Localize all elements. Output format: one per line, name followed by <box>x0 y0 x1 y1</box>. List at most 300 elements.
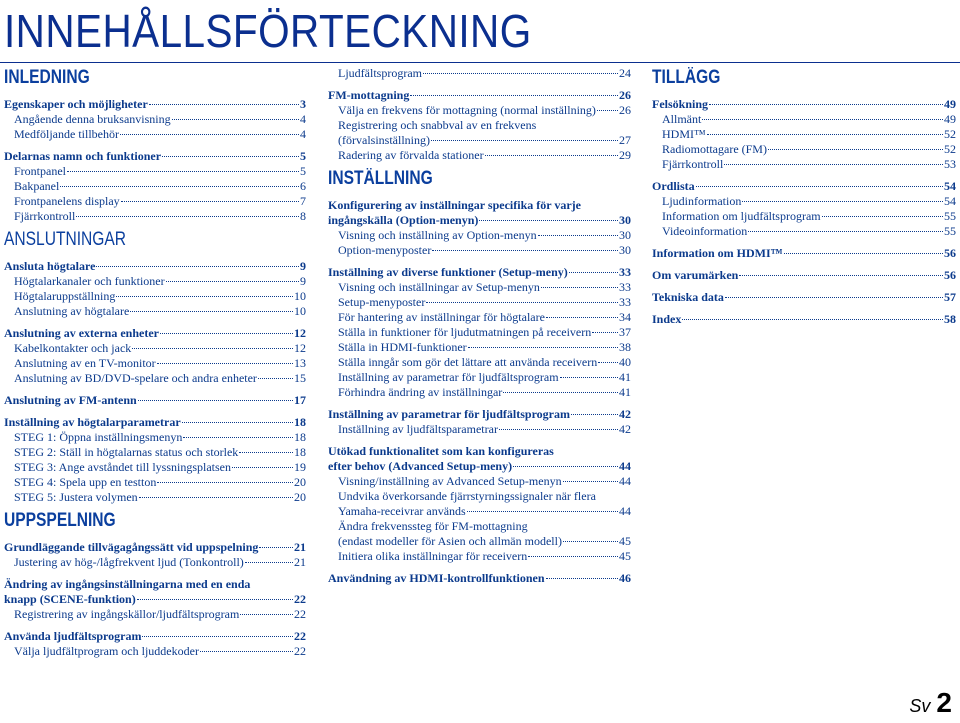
dot-leader <box>157 363 293 364</box>
toc-entry-sub[interactable] <box>4 430 306 445</box>
toc-entry-row <box>338 340 631 355</box>
dot-leader <box>560 377 618 378</box>
toc-entry-line: Ändring av ingångsinställningarna med en enda <box>4 577 251 591</box>
dot-leader <box>499 429 618 430</box>
toc-entry-main[interactable] <box>4 415 306 430</box>
toc-entry-title: Felsökning <box>652 97 709 111</box>
toc-page-number: 33 <box>619 295 631 309</box>
dot-leader <box>707 134 943 135</box>
dot-leader <box>592 332 618 333</box>
toc-page-number: 18 <box>294 430 306 444</box>
dot-leader <box>76 216 299 217</box>
toc-entry-title: (förvalsinställning) <box>338 133 430 147</box>
toc-entry-title: Ansluta högtalare <box>4 259 96 273</box>
toc-entry-sub[interactable] <box>4 607 306 622</box>
toc-entry-main[interactable] <box>4 629 306 644</box>
toc-entry-row <box>652 290 956 305</box>
toc-page-number: 24 <box>619 66 631 80</box>
toc-entry-title: Om varumärken <box>652 268 739 282</box>
toc-entry-title: Tekniska data <box>652 290 724 304</box>
toc-entry-sub[interactable] <box>328 370 631 385</box>
dot-leader <box>116 296 293 297</box>
toc-entry-line: Ändra frekvenssteg för FM-mottagning <box>338 519 528 533</box>
dot-leader <box>259 547 293 548</box>
toc-entry-row <box>662 127 956 142</box>
toc-entry-row <box>14 127 306 142</box>
toc-entry-main[interactable] <box>328 88 631 103</box>
toc-entry-sub[interactable] <box>4 475 306 490</box>
dot-leader <box>784 253 943 254</box>
toc-entry-row <box>338 474 631 489</box>
toc-entry-sub[interactable] <box>328 310 631 325</box>
toc-page-number: 8 <box>300 209 306 223</box>
toc-entry-title: Ljudinformation <box>662 194 742 208</box>
toc-entry-title: Inställning av parametrar för ljudfältsprogram <box>328 407 570 421</box>
dot-leader <box>546 317 618 318</box>
toc-entry-title: Ställa inngår som gör det lättare att använda receivern <box>338 355 598 369</box>
dot-leader <box>182 422 293 423</box>
toc-entry-row <box>4 259 306 274</box>
toc-page-number: 20 <box>294 490 306 504</box>
toc-entry-sub[interactable] <box>328 385 631 400</box>
dot-leader <box>96 266 299 267</box>
toc-entry-main[interactable] <box>4 259 306 274</box>
toc-entry-row <box>4 393 306 408</box>
dot-leader <box>724 164 943 165</box>
toc-entry-row <box>338 422 631 437</box>
toc-entry-title: Egenskaper och möjligheter <box>4 97 148 111</box>
toc-page-number: 54 <box>944 194 956 208</box>
dot-leader <box>132 348 293 349</box>
toc-entry-title: STEG 3: Ange avståndet till lyssningsplatsen <box>14 460 231 474</box>
toc-entry-row <box>662 142 956 157</box>
toc-entry-sub[interactable] <box>328 325 631 340</box>
toc-entry-main[interactable] <box>652 97 956 112</box>
dot-leader <box>485 155 618 156</box>
page-title: INNEHÅLLSFÖRTECKNING <box>4 5 532 57</box>
toc-entry-title: Fjärrkontroll <box>662 157 724 171</box>
toc-entry-sub[interactable] <box>4 127 306 142</box>
toc-entry-sub[interactable] <box>4 209 306 224</box>
page-number: 2 <box>936 687 952 718</box>
toc-page-number: 40 <box>619 355 631 369</box>
toc-entry-title: Setup-menyposter <box>338 295 426 309</box>
toc-page-number: 49 <box>944 97 956 111</box>
toc-column-1 <box>4 62 306 659</box>
toc-entry-sub[interactable] <box>4 304 306 319</box>
toc-entry-row <box>14 445 306 460</box>
toc-entry-title: Kabelkontakter och jack <box>14 341 132 355</box>
toc-entry-row <box>338 310 631 325</box>
toc-page-number: 4 <box>300 127 306 141</box>
toc-entry-sub[interactable] <box>328 66 631 81</box>
toc-page-number: 13 <box>294 356 306 370</box>
toc-entry-row <box>14 644 306 659</box>
toc-entry-title: efter behov (Advanced Setup-meny) <box>328 459 513 473</box>
toc-entry-sub[interactable] <box>328 295 631 310</box>
toc-page-number: 46 <box>619 571 631 585</box>
toc-page-number: 22 <box>294 592 306 606</box>
toc-entry-sub[interactable] <box>328 355 631 370</box>
toc-entry-row <box>14 475 306 490</box>
toc-entry-main[interactable] <box>328 407 631 422</box>
toc-entry-title: Högtalarkanaler och funktioner <box>14 274 165 288</box>
toc-entry-row <box>338 295 631 310</box>
dot-leader <box>682 319 943 320</box>
dot-leader <box>768 149 943 150</box>
toc-entry-row <box>652 268 956 283</box>
dot-leader <box>541 287 618 288</box>
toc-page-number: 30 <box>619 213 631 227</box>
toc-entry-title: Allmänt <box>662 112 702 126</box>
dot-leader <box>528 556 618 557</box>
toc-entry-sub[interactable] <box>328 103 631 118</box>
toc-entry-title: För hantering av inställningar för högtalare <box>338 310 545 324</box>
toc-entry-title: Justering av hög-/lågfrekvent ljud (Tonkontroll) <box>14 555 244 569</box>
toc-entry-title: Visning/inställning av Advanced Setup-menyn <box>338 474 562 488</box>
toc-entry-title: Radiomottagare (FM) <box>662 142 767 156</box>
toc-entry-title: Anslutning av högtalare <box>14 304 130 318</box>
toc-entry-row <box>338 103 631 118</box>
toc-entry-sub[interactable] <box>328 148 631 163</box>
toc-entry-title: Ljudfältsprogram <box>338 66 422 80</box>
toc-page-number: 52 <box>944 127 956 141</box>
toc-page-number: 30 <box>619 243 631 257</box>
dot-leader <box>142 636 293 637</box>
toc-entry-row <box>14 274 306 289</box>
dot-leader <box>183 437 293 438</box>
toc-page-number: 4 <box>300 112 306 126</box>
toc-entry-title: Index <box>652 312 682 326</box>
toc-entry-sub[interactable] <box>328 519 631 549</box>
toc-page-number: 44 <box>619 459 631 473</box>
toc-entry-title: Option-menyposter <box>338 243 432 257</box>
toc-entry-title: STEG 4: Spela upp en testton <box>14 475 157 489</box>
toc-entry-title: STEG 5: Justera volymen <box>14 490 138 504</box>
toc-entry-sub[interactable] <box>4 371 306 386</box>
toc-entry-title: Välja en frekvens för mottagning (normal inställning) <box>338 103 596 117</box>
toc-entry-title: Frontpanel <box>14 164 66 178</box>
toc-entry-main[interactable] <box>328 571 631 586</box>
dot-leader <box>598 362 618 363</box>
dot-leader <box>200 651 293 652</box>
toc-entry-title: Visning och inställning av Option-menyn <box>338 228 537 242</box>
toc-entry-sub[interactable] <box>328 422 631 437</box>
toc-page-number: 19 <box>294 460 306 474</box>
toc-entry-row <box>662 194 956 209</box>
toc-column-2 <box>328 62 631 586</box>
toc-entry-sub[interactable] <box>652 112 956 127</box>
toc-entry-title: Ställa in funktioner för ljudutmatningen på receivern <box>338 325 592 339</box>
toc-entry-sub[interactable] <box>4 445 306 460</box>
toc-entry-row <box>4 326 306 341</box>
toc-entry-sub[interactable] <box>4 460 306 475</box>
toc-page-number: 44 <box>619 504 631 518</box>
dot-leader <box>239 452 293 453</box>
toc-entry-title: Frontpanelens display <box>14 194 120 208</box>
toc-page-number: 42 <box>619 422 631 436</box>
toc-entry-row <box>328 88 631 103</box>
toc-entry-row <box>328 213 631 228</box>
toc-page-number: 45 <box>619 549 631 563</box>
toc-entry-row <box>14 289 306 304</box>
toc-entry-row <box>662 157 956 172</box>
toc-entry-row <box>14 356 306 371</box>
dot-leader <box>137 599 293 600</box>
toc-entry-title: Anslutning av BD/DVD-spelare och andra enheter <box>14 371 257 385</box>
toc-entry-sub[interactable] <box>4 179 306 194</box>
toc-page-number: 27 <box>619 133 631 147</box>
toc-page-number: 21 <box>294 555 306 569</box>
dot-leader <box>426 302 618 303</box>
toc-entry-main[interactable] <box>652 312 956 327</box>
toc-entry-row <box>338 385 631 400</box>
toc-entry-title: Inställning av ljudfältsparametrar <box>338 422 498 436</box>
toc-entry-sub[interactable] <box>652 127 956 142</box>
dot-leader <box>423 73 618 74</box>
toc-entry-row <box>4 415 306 430</box>
toc-entry-sub[interactable] <box>652 157 956 172</box>
toc-page-number: 37 <box>619 325 631 339</box>
toc-page-number: 5 <box>300 164 306 178</box>
toc-entry-main[interactable] <box>4 577 306 607</box>
toc-entry-sub[interactable] <box>328 228 631 243</box>
toc-entry-row <box>14 194 306 209</box>
toc-entry-row <box>328 459 631 474</box>
toc-page-number: 10 <box>294 304 306 318</box>
toc-entry-sub[interactable] <box>328 280 631 295</box>
toc-entry-title: Registrering av ingångskällor/ljudfältsprogram <box>14 607 240 621</box>
toc-entry-title: Inställning av högtalarparametrar <box>4 415 181 429</box>
toc-entry-row <box>652 246 956 261</box>
dot-leader <box>60 186 299 187</box>
toc-entry-row <box>4 540 306 555</box>
toc-entry-sub[interactable] <box>4 164 306 179</box>
dot-leader <box>157 482 293 483</box>
toc-entry-title: Inställning av diverse funktioner (Setup-meny) <box>328 265 568 279</box>
dot-leader <box>139 497 293 498</box>
dot-leader <box>67 171 299 172</box>
dot-leader <box>563 541 618 542</box>
toc-entry-row <box>328 571 631 586</box>
toc-entry-title: Visning och inställningar av Setup-menyn <box>338 280 540 294</box>
toc-entry-sub[interactable] <box>4 555 306 570</box>
toc-entry-title: STEG 2: Ställ in högtalarnas status och storlek <box>14 445 239 459</box>
toc-page-number: 26 <box>619 103 631 117</box>
dot-leader <box>149 104 299 105</box>
toc-entry-title: Videoinformation <box>662 224 748 238</box>
toc-entry-sub[interactable] <box>4 356 306 371</box>
toc-entry-row <box>662 112 956 127</box>
toc-entry-title: Förhindra ändring av inställningar <box>338 385 503 399</box>
toc-entry-main[interactable] <box>4 326 306 341</box>
toc-entry-title: STEG 1: Öppna inställningsmenyn <box>14 430 183 444</box>
toc-entry-main[interactable] <box>328 444 631 474</box>
toc-entry-title: Delarnas namn och funktioner <box>4 149 162 163</box>
toc-page-number: 18 <box>294 415 306 429</box>
toc-page-number: 10 <box>294 289 306 303</box>
toc-entry-sub[interactable] <box>4 289 306 304</box>
toc-entry-main[interactable] <box>4 97 306 112</box>
toc-page-number: 54 <box>944 179 956 193</box>
toc-entry-row <box>14 209 306 224</box>
dot-leader <box>742 201 943 202</box>
dot-leader <box>468 347 618 348</box>
dot-leader <box>696 186 943 187</box>
toc-entry-title: knapp (SCENE-funktion) <box>4 592 136 606</box>
dot-leader <box>822 216 943 217</box>
dot-leader <box>571 414 618 415</box>
toc-page-number: 33 <box>619 265 631 279</box>
toc-entry-sub[interactable] <box>328 489 631 519</box>
toc-page-number: 12 <box>294 341 306 355</box>
dot-leader <box>569 272 618 273</box>
dot-leader <box>432 250 618 251</box>
toc-entry-title: Information om HDMI™ <box>652 246 783 260</box>
toc-entry-title: Ställa in HDMI-funktioner <box>338 340 467 354</box>
toc-entry-row <box>338 148 631 163</box>
section-heading: INLEDNING <box>4 67 90 88</box>
toc-entry-row <box>338 228 631 243</box>
toc-entry-title: Radering av förvalda stationer <box>338 148 484 162</box>
dot-leader <box>121 201 299 202</box>
toc-page-number: 38 <box>619 340 631 354</box>
toc-entry-sub[interactable] <box>328 340 631 355</box>
dot-leader <box>467 511 618 512</box>
dot-leader <box>597 110 618 111</box>
toc-entry-sub[interactable] <box>328 474 631 489</box>
toc-entry-title: Bakpanel <box>14 179 60 193</box>
toc-entry-title: ingångskälla (Option-menyn) <box>328 213 479 227</box>
toc-entry-sub[interactable] <box>328 549 631 564</box>
toc-entry-main[interactable] <box>4 393 306 408</box>
toc-page-number: 5 <box>300 149 306 163</box>
toc-page-number: 55 <box>944 209 956 223</box>
toc-entry-row <box>338 66 631 81</box>
toc-entry-sub[interactable] <box>652 209 956 224</box>
toc-entry-title: Initiera olika inställningar för receivern <box>338 549 528 563</box>
toc-page-number: 22 <box>294 644 306 658</box>
toc-entry-row <box>14 112 306 127</box>
toc-page-number: 56 <box>944 268 956 282</box>
toc-page-number: 22 <box>294 607 306 621</box>
toc-page-number: 21 <box>294 540 306 554</box>
toc-page-number: 52 <box>944 142 956 156</box>
toc-entry-title: Medföljande tillbehör <box>14 127 119 141</box>
toc-page-number: 29 <box>619 148 631 162</box>
toc-entry-main[interactable] <box>652 290 956 305</box>
toc-entry-title: Yamaha-receivrar används <box>338 504 466 518</box>
toc-page-number: 42 <box>619 407 631 421</box>
dot-leader <box>702 119 943 120</box>
toc-entry-row <box>338 355 631 370</box>
toc-entry-row <box>4 97 306 112</box>
toc-entry-title: Information om ljudfältsprogram <box>662 209 821 223</box>
toc-entry-row <box>14 304 306 319</box>
toc-entry-sub[interactable] <box>328 118 631 148</box>
toc-entry-row <box>338 280 631 295</box>
toc-entry-title: Högtalaruppställning <box>14 289 116 303</box>
toc-entry-row <box>338 549 631 564</box>
toc-entry-main[interactable] <box>652 246 956 261</box>
dot-leader <box>725 297 943 298</box>
dot-leader <box>503 392 618 393</box>
toc-page-number: 41 <box>619 370 631 384</box>
dot-leader <box>709 104 943 105</box>
toc-entry-main[interactable] <box>328 198 631 228</box>
toc-entry-sub[interactable] <box>4 274 306 289</box>
toc-entry-sub[interactable] <box>652 194 956 209</box>
dot-leader <box>538 235 618 236</box>
toc-entry-title: Anslutning av en TV-monitor <box>14 356 156 370</box>
toc-entry-sub[interactable] <box>4 112 306 127</box>
dot-leader <box>563 481 618 482</box>
toc-entry-row <box>662 209 956 224</box>
dot-leader <box>130 311 293 312</box>
toc-entry-title: Välja ljudfältprogram och ljuddekoder <box>14 644 199 658</box>
toc-entry-main[interactable] <box>328 265 631 280</box>
toc-entry-sub[interactable] <box>4 194 306 209</box>
toc-page-number: 34 <box>619 310 631 324</box>
dot-leader <box>431 140 618 141</box>
toc-entry-line: Registrering och snabbval av en frekvens <box>338 118 537 132</box>
dot-leader <box>410 95 618 96</box>
section-heading: INSTÄLLNING <box>328 168 433 189</box>
toc-entry-sub[interactable] <box>4 644 306 659</box>
toc-page-number: 55 <box>944 224 956 238</box>
toc-entry-sub[interactable] <box>4 341 306 356</box>
section-heading: ANSLUTNINGAR <box>4 229 127 250</box>
toc-page-number: 58 <box>944 312 956 326</box>
toc-entry-sub[interactable] <box>652 224 956 239</box>
dot-leader <box>479 220 618 221</box>
toc-page-number: 18 <box>294 445 306 459</box>
toc-entry-title: Använda ljudfältsprogram <box>4 629 142 643</box>
toc-page-number: 3 <box>300 97 306 111</box>
toc-entry-main[interactable] <box>4 149 306 164</box>
toc-entry-title: Grundläggande tillvägagångssätt vid uppspelning <box>4 540 259 554</box>
toc-entry-title: Fjärrkontroll <box>14 209 76 223</box>
toc-entry-sub[interactable] <box>652 142 956 157</box>
dot-leader <box>513 466 618 467</box>
toc-entry-row <box>4 629 306 644</box>
toc-entry-line: Undvika överkorsande fjärrstyrningssignaler när flera <box>338 489 596 503</box>
toc-page-number: 12 <box>294 326 306 340</box>
toc-entry-row <box>338 133 631 148</box>
toc-entry-sub[interactable] <box>4 490 306 505</box>
toc-page-number: 9 <box>300 259 306 273</box>
toc-entry-row <box>14 490 306 505</box>
toc-entry-row <box>338 325 631 340</box>
toc-entry-title: Ordlista <box>652 179 695 193</box>
toc-page-number: 49 <box>944 112 956 126</box>
toc-page-number: 7 <box>300 194 306 208</box>
dot-leader <box>120 134 299 135</box>
toc-entry-main[interactable] <box>4 540 306 555</box>
toc-entry-row <box>652 97 956 112</box>
dot-leader <box>162 156 299 157</box>
dot-leader <box>258 378 293 379</box>
toc-entry-row <box>328 265 631 280</box>
toc-entry-sub[interactable] <box>328 243 631 258</box>
toc-entry-row <box>338 534 631 549</box>
toc-page-number: 15 <box>294 371 306 385</box>
toc-page-number: 26 <box>619 88 631 102</box>
toc-entry-main[interactable] <box>652 268 956 283</box>
dot-leader <box>240 614 293 615</box>
toc-entry-row <box>652 179 956 194</box>
toc-entry-main[interactable] <box>652 179 956 194</box>
